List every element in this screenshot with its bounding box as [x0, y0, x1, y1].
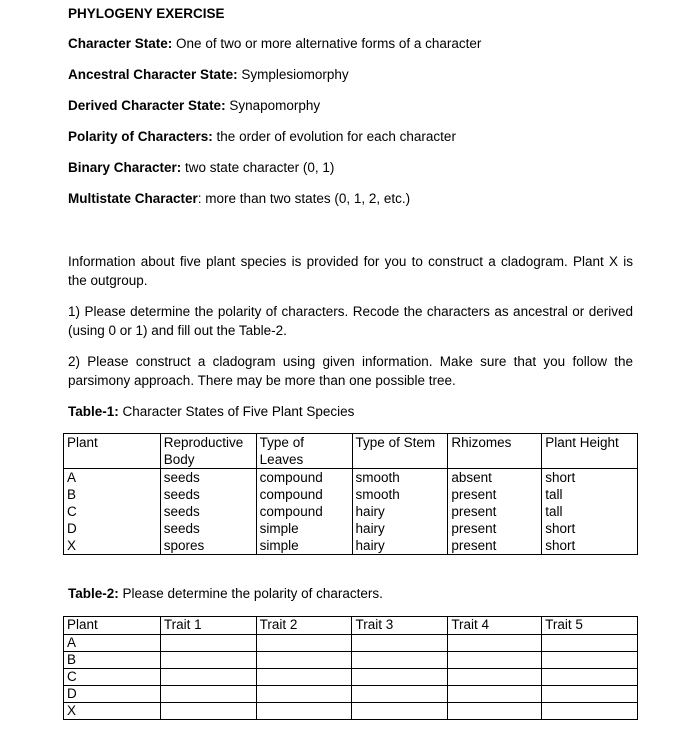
table-cell: simple	[256, 520, 352, 537]
table-cell: B	[64, 652, 161, 669]
empty-cell[interactable]	[352, 652, 448, 669]
empty-cell[interactable]	[256, 686, 352, 703]
table-cell: spores	[160, 537, 256, 555]
table2-header-trait-2: Trait 2	[256, 617, 352, 635]
empty-cell[interactable]	[160, 652, 256, 669]
empty-cell[interactable]	[352, 703, 448, 720]
table2-header-trait-5: Trait 5	[542, 617, 638, 635]
table1-header-leaves: Type of Leaves	[256, 434, 352, 469]
table-cell: hairy	[352, 537, 448, 555]
definition-polarity: Polarity of Characters: the order of evolution for each character	[68, 129, 456, 144]
table-row	[64, 469, 638, 487]
table-cell: smooth	[352, 486, 448, 503]
empty-cell[interactable]	[448, 652, 542, 669]
table-cell: C	[64, 503, 161, 520]
empty-cell[interactable]	[256, 703, 352, 720]
table-row	[64, 686, 638, 703]
table-cell: short	[542, 520, 638, 537]
table-cell: D	[64, 520, 161, 537]
table2-header-plant: Plant	[64, 617, 161, 635]
table-cell: B	[64, 486, 161, 503]
definition-character-state: Character State: One of two or more alternative forms of a character	[68, 36, 482, 51]
table1-header-stem: Type of Stem	[352, 434, 448, 469]
table-cell: X	[64, 537, 161, 555]
table-cell: compound	[256, 486, 352, 503]
table-row	[64, 703, 638, 720]
definition-binary: Binary Character: two state character (0, 1)	[68, 160, 335, 175]
empty-cell[interactable]	[256, 652, 352, 669]
empty-cell[interactable]	[352, 635, 448, 652]
table-row	[64, 537, 638, 555]
empty-cell[interactable]	[256, 635, 352, 652]
table-cell: hairy	[352, 503, 448, 520]
table-row	[64, 669, 638, 686]
table-cell: tall	[542, 503, 638, 520]
table-row	[64, 520, 638, 537]
empty-cell[interactable]	[542, 686, 638, 703]
table1-caption: Table-1: Character States of Five Plant Species	[68, 404, 355, 419]
table-cell: short	[542, 469, 638, 487]
table-cell: simple	[256, 537, 352, 555]
empty-cell[interactable]	[160, 669, 256, 686]
table-cell: A	[64, 635, 161, 652]
empty-cell[interactable]	[448, 686, 542, 703]
table-cell: X	[64, 703, 161, 720]
table1-header-reproductive: Reproductive Body	[160, 434, 256, 469]
intro-paragraph: Information about five plant species is provided for you to construct a cladogram. Plant X is the outgroup.	[68, 254, 633, 288]
table2-caption: Table-2: Please determine the polarity of characters.	[68, 586, 383, 601]
empty-cell[interactable]	[160, 686, 256, 703]
table-row	[64, 486, 638, 503]
table-cell: A	[64, 469, 161, 487]
empty-cell[interactable]	[160, 635, 256, 652]
table-cell: seeds	[160, 486, 256, 503]
table1-header-plant: Plant	[64, 434, 161, 469]
table-cell: tall	[542, 486, 638, 503]
empty-cell[interactable]	[256, 669, 352, 686]
empty-cell[interactable]	[542, 703, 638, 720]
empty-cell[interactable]	[160, 703, 256, 720]
definition-ancestral-state: Ancestral Character State: Symplesiomorphy	[68, 67, 349, 82]
table2-header-trait-4: Trait 4	[448, 617, 542, 635]
definition-multistate: Multistate Character: more than two states (0, 1, 2, etc.)	[68, 191, 411, 206]
table-row	[64, 652, 638, 669]
table-row	[64, 503, 638, 520]
table-cell: hairy	[352, 520, 448, 537]
table-cell: present	[448, 537, 542, 555]
table-row	[64, 635, 638, 652]
table-cell: C	[64, 669, 161, 686]
table-cell: compound	[256, 503, 352, 520]
empty-cell[interactable]	[448, 635, 542, 652]
definition-derived-state: Derived Character State: Synapomorphy	[68, 98, 321, 113]
table1-header-rhizomes: Rhizomes	[448, 434, 542, 469]
character-states-table	[63, 433, 638, 555]
table2-header-trait-3: Trait 3	[352, 617, 448, 635]
instruction-2: 2) Please construct a cladogram using given information. Make sure that you follow the parsimony approach. There may be more than one possible tree.	[68, 354, 633, 388]
table-cell: short	[542, 537, 638, 555]
instruction-1: 1) Please determine the polarity of characters. Recode the characters as ancestral or derived (using 0 or 1) and fill out the Table-2.	[68, 304, 633, 338]
table1-header-row	[64, 434, 638, 469]
empty-cell[interactable]	[448, 703, 542, 720]
table-cell: absent	[448, 469, 542, 487]
empty-cell[interactable]	[542, 635, 638, 652]
table-cell: present	[448, 503, 542, 520]
table-cell: smooth	[352, 469, 448, 487]
table1-header-height: Plant Height	[542, 434, 638, 469]
document-title: PHYLOGENY EXERCISE	[68, 6, 225, 21]
table2-header-trait-1: Trait 1	[160, 617, 256, 635]
empty-cell[interactable]	[352, 686, 448, 703]
empty-cell[interactable]	[542, 652, 638, 669]
empty-cell[interactable]	[448, 669, 542, 686]
table-cell: present	[448, 486, 542, 503]
empty-cell[interactable]	[352, 669, 448, 686]
table-cell: seeds	[160, 503, 256, 520]
table-cell: seeds	[160, 520, 256, 537]
table2-header-row	[64, 617, 638, 635]
table-cell: seeds	[160, 469, 256, 487]
polarity-table	[63, 616, 638, 720]
empty-cell[interactable]	[542, 669, 638, 686]
table-cell: compound	[256, 469, 352, 487]
table-cell: D	[64, 686, 161, 703]
table-cell: present	[448, 520, 542, 537]
